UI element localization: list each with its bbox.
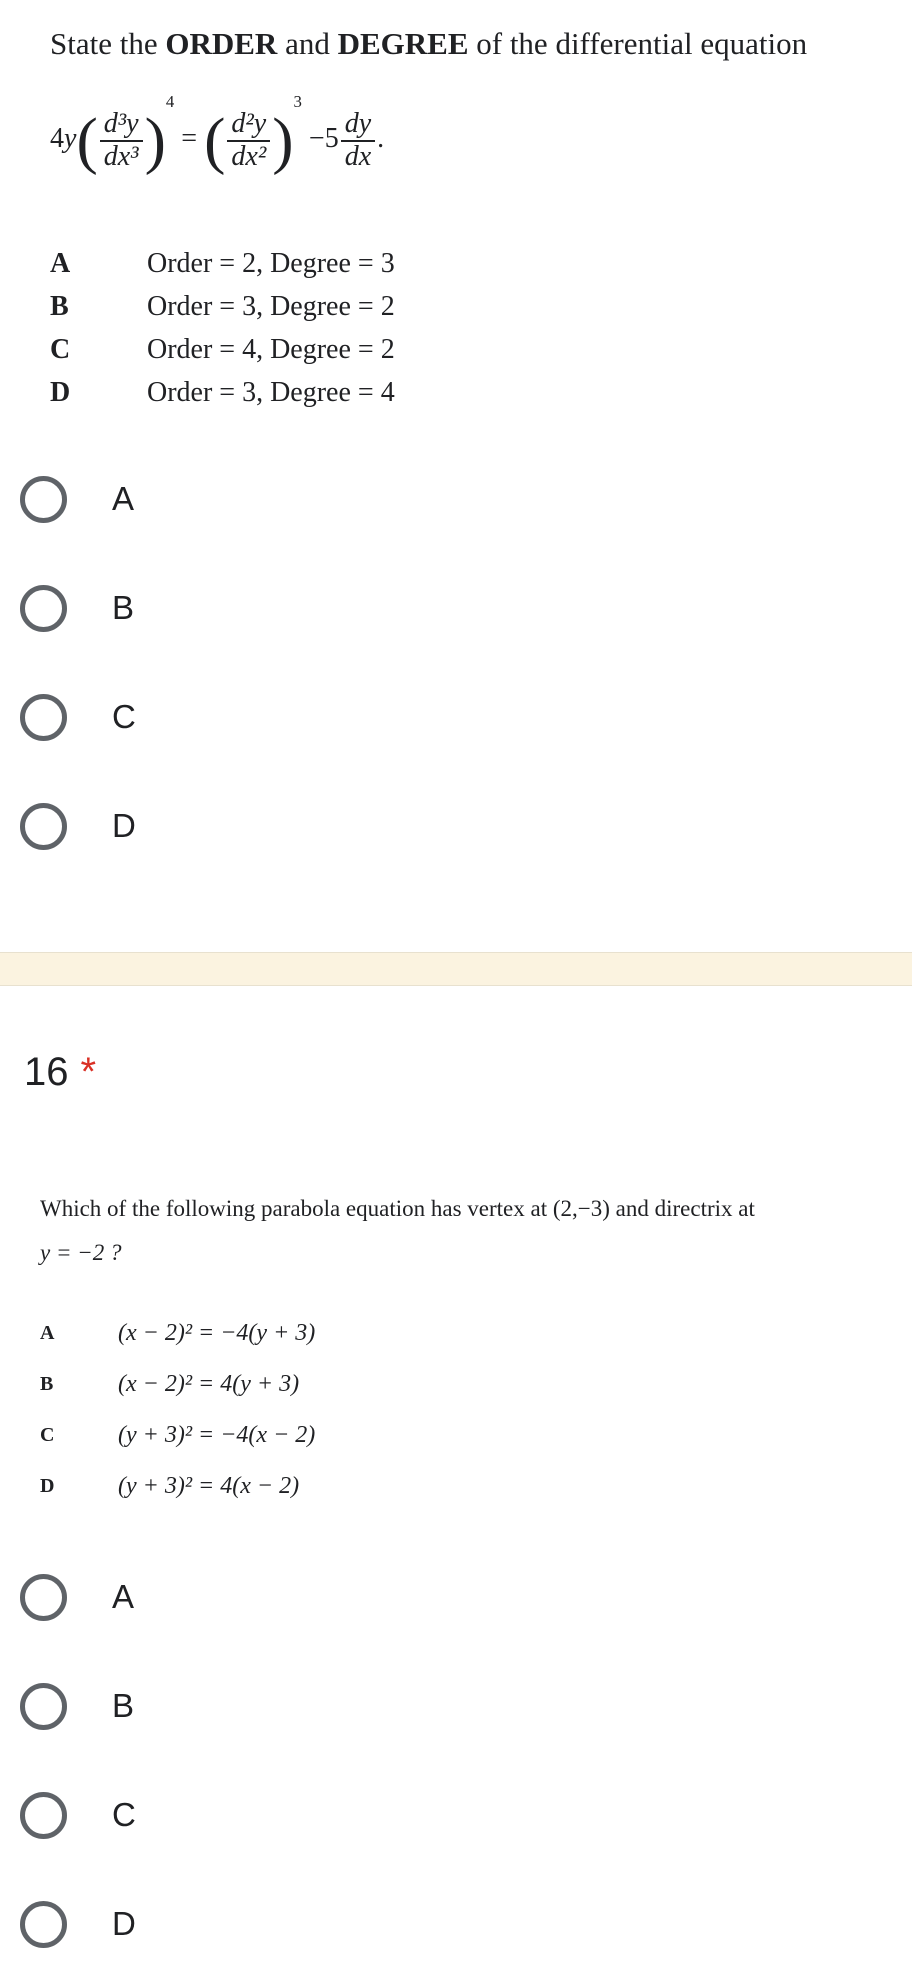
q16-radio-d[interactable]: D [20, 1889, 136, 1959]
radio-circle-icon[interactable] [20, 585, 67, 632]
required-asterisk: * [80, 1050, 97, 1094]
q16-question-text-2: y = −2 ? [40, 1240, 122, 1265]
radio-circle-icon[interactable] [20, 803, 67, 850]
q16-radio-a[interactable]: A [20, 1562, 134, 1632]
q15-degree-keyword: DEGREE [337, 26, 469, 61]
q15-radio-c[interactable]: C [20, 682, 136, 752]
section-divider [0, 952, 912, 986]
radio-circle-icon[interactable] [20, 1683, 67, 1730]
radio-circle-icon[interactable] [20, 694, 67, 741]
radio-circle-icon[interactable] [20, 1792, 67, 1839]
question-number: 16 * [24, 1050, 97, 1094]
q15-radio-b[interactable]: B [20, 573, 134, 643]
q15-equation: 4y( $\frac{\text{d³y}}{\text{dx³}}$ )$^4$ = ( $\frac{\text{d²y}}{\text{dx²}}$ )$^3$ −5 $\frac{dy}{dx}$ . [50, 92, 385, 176]
q16-radio-b[interactable]: B [20, 1671, 134, 1741]
q15-order-keyword: ORDER [165, 26, 278, 61]
q15-radio-a[interactable]: A [20, 464, 134, 534]
radio-circle-icon[interactable] [20, 1574, 67, 1621]
q16-question-text: Which of the following parabola equation has vertex at (2,−3) and directrix at [40, 1196, 755, 1221]
radio-circle-icon[interactable] [20, 1901, 67, 1948]
radio-circle-icon[interactable] [20, 476, 67, 523]
q15-radio-d[interactable]: D [20, 791, 136, 861]
q15-question-text: State the ORDER and DEGREE of the differential equation [50, 26, 808, 61]
q16-radio-c[interactable]: C [20, 1780, 136, 1850]
